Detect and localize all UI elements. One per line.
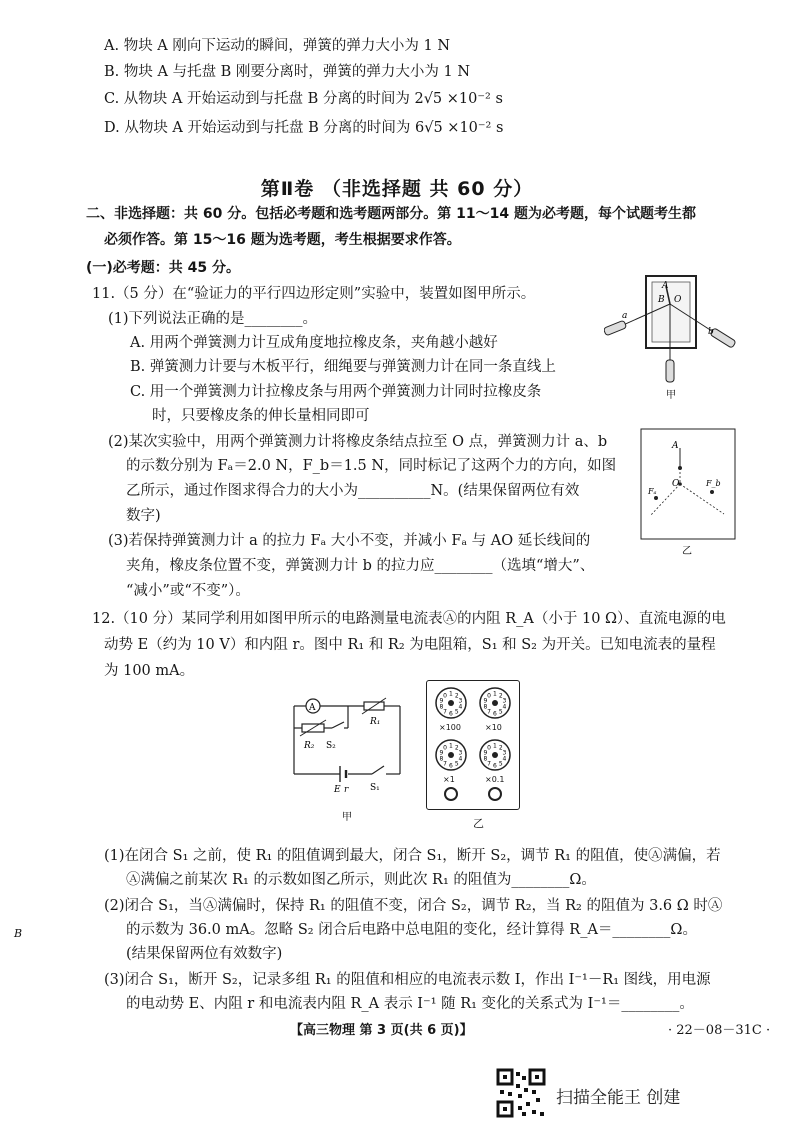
dial-digit: 5 xyxy=(498,760,503,768)
dial-face-icon xyxy=(435,687,467,719)
dial-digit: 0 xyxy=(487,744,491,752)
dial-digit: 1 xyxy=(449,742,453,750)
dial-digit: 3 xyxy=(458,697,463,705)
q12-part2-line2: 的示数为 36.0 mA。忽略 S₂ 闭合后电路中总电阻的变化，经计算得 R_A＝________Ω。 xyxy=(126,922,697,938)
section-intro-1: 二、非选择题：共 60 分。包括必考题和选考题两部分。第 11～14 题为必考题，每个试题考生都 xyxy=(86,206,696,222)
dial-x10 xyxy=(479,687,511,723)
dial-x100 xyxy=(435,687,467,723)
dial-digit: 7 xyxy=(443,760,447,768)
dial-digit: 0 xyxy=(443,744,447,752)
dial-digit: 6 xyxy=(449,710,453,718)
dial-digit: 9 xyxy=(439,697,444,705)
dial-digit: 4 xyxy=(502,703,507,711)
dial-digit: 8 xyxy=(483,703,488,711)
q11-part2-line1: (2)某次实验中，用两个弹簧测力计将橡皮条结点拉至 O 点，弹簧测力计 a、b xyxy=(108,434,608,450)
circuit-r2-label: R₂ xyxy=(304,741,315,751)
fig-yi-caption: 乙 xyxy=(682,546,692,557)
circuit-s1-label: S₁ xyxy=(370,783,380,793)
dial-x0p1-label: ×0.1 xyxy=(485,775,505,784)
dial-x100-label: ×100 xyxy=(439,723,461,732)
dial-digit: 7 xyxy=(487,760,491,768)
dial-digit: 2 xyxy=(498,744,503,752)
q11-part2-line4: 数字) xyxy=(126,508,161,524)
fig-yi-label-a: A xyxy=(672,441,679,451)
footer-page-info: 【高三物理 第 3 页(共 6 页)】 xyxy=(290,1023,473,1038)
q11-part2-line3: 乙所示，通过作图求得合力的大小为__________N。(结果保留两位有效 xyxy=(126,483,580,499)
dial-digit: 5 xyxy=(454,708,459,716)
fig-jia-label-a-point: A xyxy=(662,281,669,291)
fig-yi-label-o: O xyxy=(672,479,680,489)
figure-jia-q11 xyxy=(604,274,744,404)
q11-option-a: A. 用两个弹簧测力计互成角度地拉橡皮条，夹角越小越好 xyxy=(130,335,498,351)
dial-x1-label: ×1 xyxy=(443,775,455,784)
dial-digit: 1 xyxy=(493,742,497,750)
fig-jia-caption: 甲 xyxy=(666,390,676,401)
section-title: 第Ⅱ卷 （非选择题 共 60 分） xyxy=(260,178,534,200)
dial-digit: 9 xyxy=(439,749,444,757)
q11-option-c-cont: 时，只要橡皮条的伸长量相同即可 xyxy=(152,408,370,424)
q11-part3-line1: (3)若保持弹簧测力计 a 的拉力 Fₐ 大小不变，并减小 Fₐ 与 AO 延长线间的 xyxy=(108,533,591,549)
circuit-r-label: r xyxy=(344,785,349,795)
circuit-ammeter-label: A xyxy=(309,703,316,713)
dial-digit: 2 xyxy=(498,692,503,700)
margin-mark: B xyxy=(14,927,23,940)
q12-stem-line3: 为 100 mA。 xyxy=(104,663,195,679)
dial-digit: 3 xyxy=(502,697,507,705)
circuit-figure-jia xyxy=(288,694,412,824)
q12-part3-line2: 的电动势 E、内阻 r 和电流表内阻 R_A 表示 I⁻¹ 随 R₁ 变化的关系式为 I⁻¹＝________。 xyxy=(126,996,694,1012)
fig-yi-label-fb: F_b xyxy=(706,479,721,488)
q11-part3-line3: “减小”或“不变”）。 xyxy=(126,583,250,599)
q11-part3-line2: 夹角，橡皮条位置不变，弹簧测力计 b 的拉力应________（选填“增大”、 xyxy=(126,558,595,574)
dial-digit: 0 xyxy=(443,692,447,700)
dial-x1 xyxy=(435,739,467,775)
circuit-e-label: E xyxy=(334,785,341,795)
dial-digit: 5 xyxy=(454,760,459,768)
section-intro-2: 必须作答。第 15～16 题为选考题，考生根据要求作答。 xyxy=(104,232,461,248)
footer-code: · 22－08－31C · xyxy=(668,1023,771,1038)
option-c: C. 从物块 A 开始运动到与托盘 B 分离的时间为 2√5 ×10⁻² s xyxy=(104,91,503,107)
dial-digit: 9 xyxy=(483,697,488,705)
circuit-s2-label: S₂ xyxy=(326,741,336,751)
dial-digit: 9 xyxy=(483,749,488,757)
q12-part2-line3: (结果保留两位有效数字) xyxy=(126,946,283,962)
box-caption: 乙 xyxy=(473,817,484,830)
q12-stem-line2: 动势 E（约为 10 V）和内阻 r。图中 R₁ 和 R₂ 为电阻箱，S₁ 和 S₂ 为开关。已知电流表的量程 xyxy=(104,637,716,653)
dial-face-icon xyxy=(479,687,511,719)
fig-jia-label-b-small: b xyxy=(708,327,714,337)
dial-digit: 7 xyxy=(443,708,447,716)
dial-digit: 8 xyxy=(439,755,444,763)
dial-digit: 7 xyxy=(487,708,491,716)
q12-part3-line1: (3)闭合 S₁，断开 S₂，记录多组 R₁ 的阻值和相应的电流表示数 I，作出 I⁻¹－R₁ 图线，用电源 xyxy=(104,972,711,988)
dial-digit: 4 xyxy=(458,755,463,763)
q11-part1: (1)下列说法正确的是________。 xyxy=(108,311,318,327)
dial-digit: 0 xyxy=(487,692,491,700)
figure-yi-q11 xyxy=(640,428,736,558)
dial-digit: 1 xyxy=(449,690,453,698)
q12-part1-line2: Ⓐ满偏之前某次 R₁ 的示数如图乙所示，则此次 R₁ 的阻值为________Ω。 xyxy=(126,872,596,888)
q11-option-b: B. 弹簧测力计要与木板平行，细绳要与弹簧测力计在同一条直线上 xyxy=(130,359,556,375)
dial-digit: 6 xyxy=(493,710,497,718)
q11-option-c: C. 用一个弹簧测力计拉橡皮条与用两个弹簧测力计同时拉橡皮条 xyxy=(130,384,542,400)
resistance-box-figure-yi xyxy=(426,680,520,810)
terminal-right xyxy=(488,787,502,801)
dial-x10-label: ×10 xyxy=(485,723,502,732)
dial-digit: 3 xyxy=(458,749,463,757)
option-b: B. 物块 A 与托盘 B 刚要分离时，弹簧的弹力大小为 1 N xyxy=(104,64,471,80)
fig-jia-label-b: B xyxy=(658,295,665,305)
dial-digit: 5 xyxy=(498,708,503,716)
option-d: D. 从物块 A 开始运动到与托盘 B 分离的时间为 6√5 ×10⁻² s xyxy=(104,120,504,136)
q11-stem: 11.（5 分）在“验证力的平行四边形定则”实验中，装置如图甲所示。 xyxy=(92,286,536,302)
q12-part2-line1: (2)闭合 S₁，当Ⓐ满偏时，保持 R₁ 的阻值不变，闭合 S₂，调节 R₂，当 R₂ 的阻值为 3.6 Ω 时Ⓐ xyxy=(104,898,723,914)
dial-digit: 2 xyxy=(454,692,459,700)
circuit-caption: 甲 xyxy=(342,812,352,823)
dial-digit: 8 xyxy=(483,755,488,763)
qr-code-icon xyxy=(496,1068,546,1118)
section-intro-3: (一)必考题：共 45 分。 xyxy=(86,260,241,276)
circuit-r1-label: R₁ xyxy=(370,717,381,727)
option-a: A. 物块 A 刚向下运动的瞬间，弹簧的弹力大小为 1 N xyxy=(104,38,451,54)
fig-yi-label-fa: Fₐ xyxy=(648,487,657,496)
dial-face-icon xyxy=(435,739,467,771)
dial-x0p1 xyxy=(479,739,511,775)
fig-jia-label-o: O xyxy=(674,295,682,305)
q12-part1-line1: (1)在闭合 S₁ 之前，使 R₁ 的阻值调到最大，闭合 S₁，断开 S₂，调节 R₁ 的阻值，使Ⓐ满偏，若 xyxy=(104,848,721,864)
dial-digit: 3 xyxy=(502,749,507,757)
terminal-left xyxy=(444,787,458,801)
q12-stem-line1: 12.（10 分）某同学利用如图甲所示的电路测量电流表Ⓐ的内阻 R_A（小于 10 Ω）、直流电源的电 xyxy=(92,611,726,627)
dial-digit: 6 xyxy=(449,762,453,770)
watermark-text: 扫描全能王 创建 xyxy=(556,1088,681,1108)
dial-digit: 1 xyxy=(493,690,497,698)
q11-part2-line2: 的示数分别为 Fₐ＝2.0 N，F_b＝1.5 N，同时标记了这两个力的方向，如图 xyxy=(126,458,617,474)
dial-digit: 8 xyxy=(439,703,444,711)
dial-digit: 2 xyxy=(454,744,459,752)
dial-face-icon xyxy=(479,739,511,771)
dial-digit: 4 xyxy=(458,703,463,711)
dial-digit: 4 xyxy=(502,755,507,763)
dial-digit: 6 xyxy=(493,762,497,770)
fig-jia-label-a: a xyxy=(622,311,628,321)
